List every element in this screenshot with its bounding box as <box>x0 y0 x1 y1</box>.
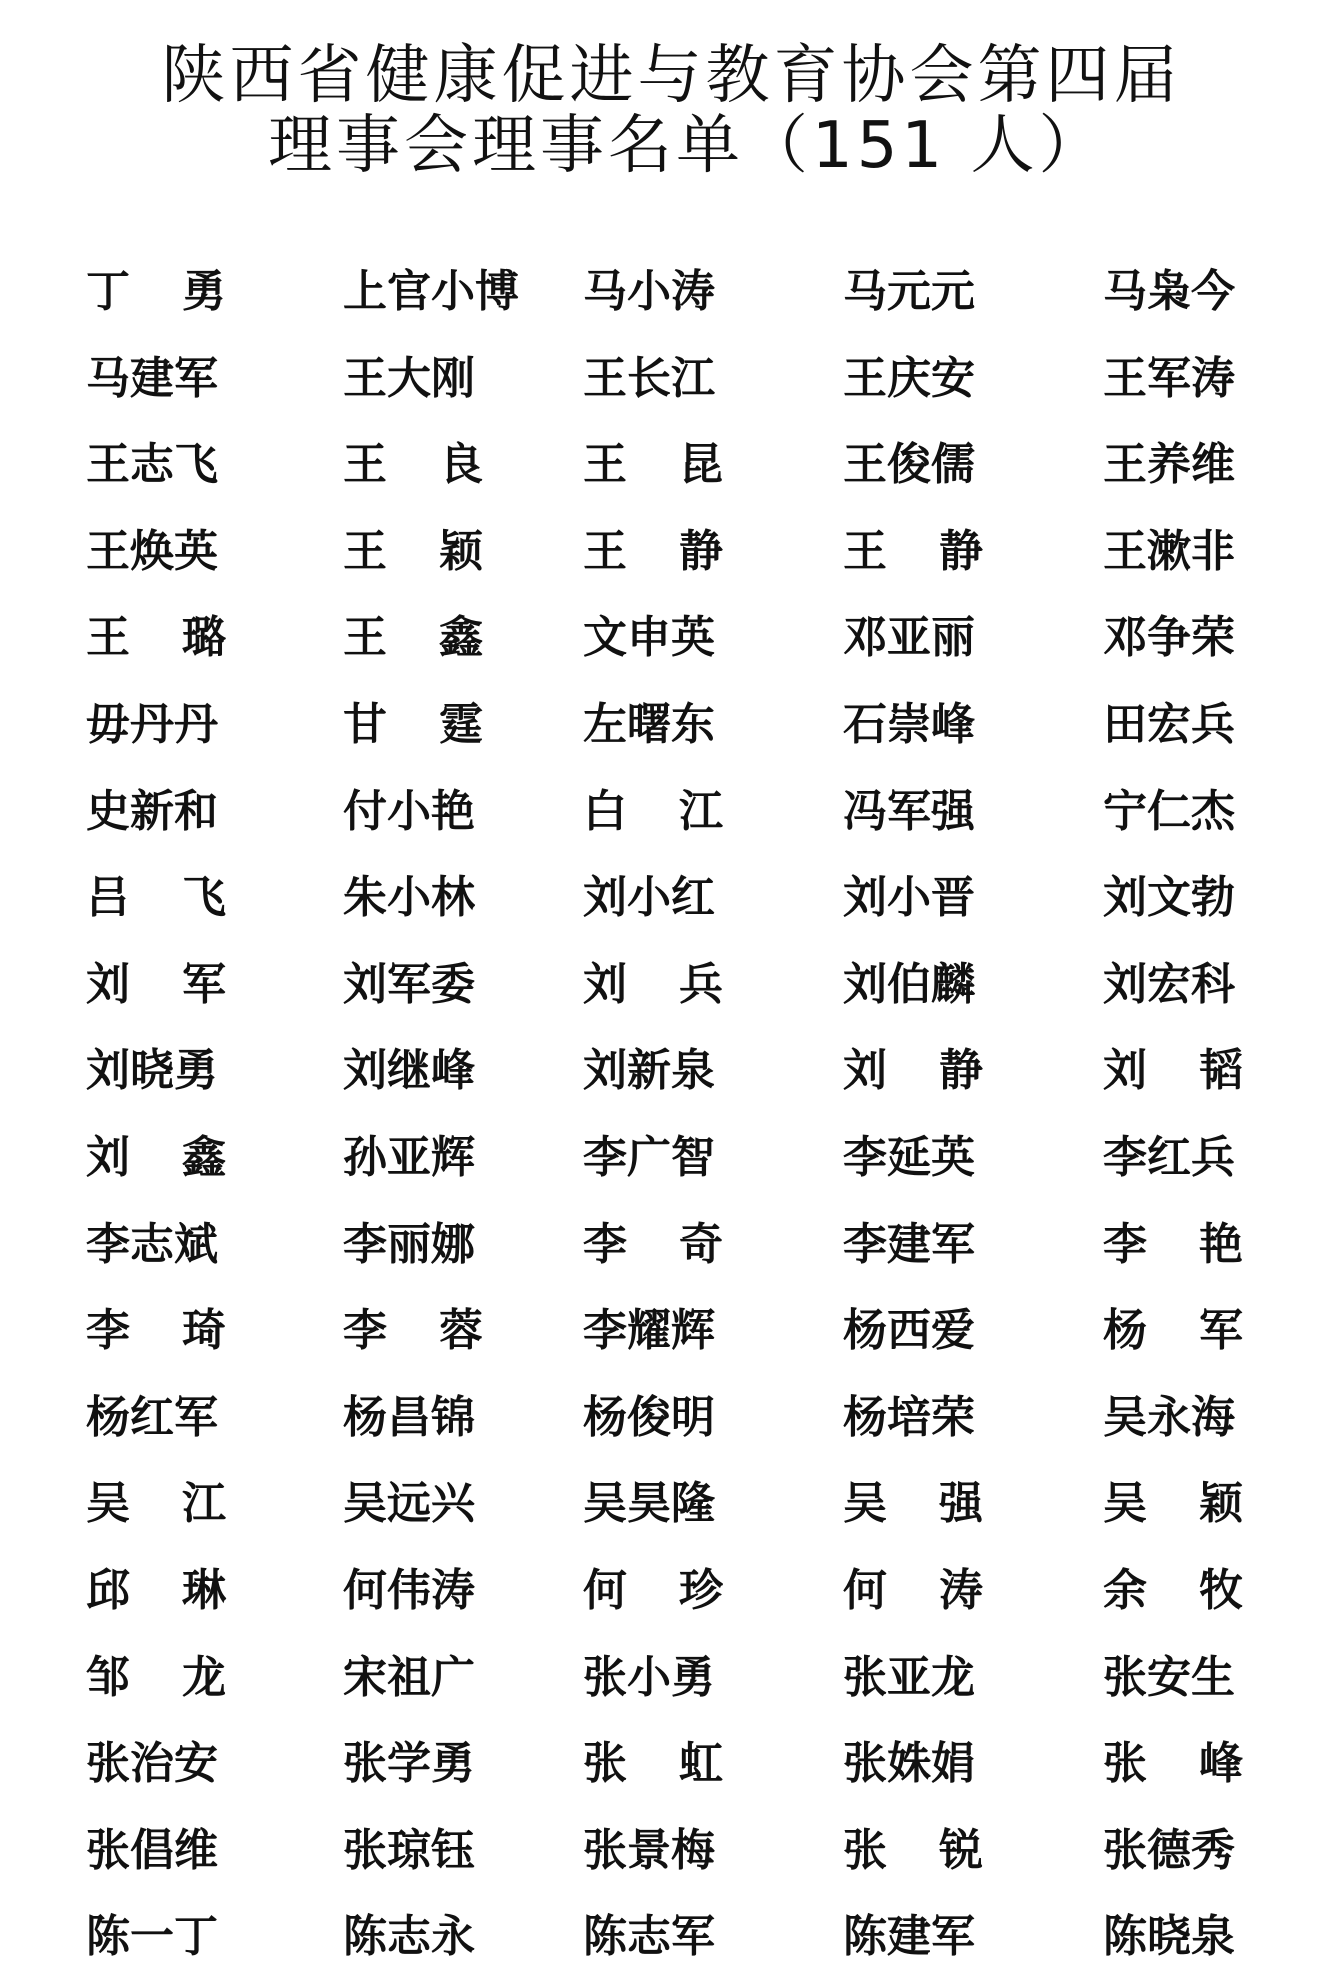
member-name: 刘军委 <box>343 959 475 1010</box>
member-name: 王 昆 <box>583 439 723 490</box>
member-name: 邓亚丽 <box>843 612 975 663</box>
member-name: 刘小红 <box>583 872 715 923</box>
member-name: 田宏兵 <box>1103 699 1235 750</box>
member-name: 何 珍 <box>583 1565 723 1616</box>
member-name: 杨红军 <box>86 1392 218 1443</box>
member-name: 王志飞 <box>86 439 218 490</box>
name-row <box>0 1648 1323 1708</box>
member-name: 王庆安 <box>843 353 975 404</box>
member-name: 李 奇 <box>583 1219 723 1270</box>
member-name: 李丽娜 <box>343 1219 475 1270</box>
member-name: 李志斌 <box>86 1219 218 1270</box>
member-name: 刘 兵 <box>583 959 723 1010</box>
name-row <box>0 782 1323 842</box>
member-name: 陈一丁 <box>86 1911 218 1962</box>
member-name: 陈建军 <box>843 1911 975 1962</box>
name-row <box>0 1301 1323 1361</box>
document-title-line-1: 陕西省健康促进与教育协会第四届 <box>161 39 1182 113</box>
member-name: 张倡维 <box>86 1825 218 1876</box>
name-row <box>0 1474 1323 1534</box>
member-name: 吴昊隆 <box>583 1478 715 1529</box>
document-title-line-2: 理事会理事名单（151 人） <box>268 109 1107 183</box>
member-name: 刘新泉 <box>583 1045 715 1096</box>
member-name: 王大刚 <box>343 353 475 404</box>
member-name: 李 蓉 <box>343 1305 483 1356</box>
member-name: 杨培荣 <box>843 1392 975 1443</box>
member-name: 冯军强 <box>843 786 975 837</box>
member-name: 陈志永 <box>343 1911 475 1962</box>
member-name: 张姝娟 <box>843 1738 975 1789</box>
member-name: 石崇峰 <box>843 699 975 750</box>
name-row <box>0 522 1323 582</box>
name-row <box>0 262 1323 322</box>
name-row <box>0 349 1323 409</box>
member-name: 刘伯麟 <box>843 959 975 1010</box>
name-row <box>0 955 1323 1015</box>
name-row <box>0 1734 1323 1794</box>
name-row <box>0 868 1323 928</box>
member-name: 余 牧 <box>1103 1565 1243 1616</box>
member-name: 刘 军 <box>86 959 226 1010</box>
member-name: 吴远兴 <box>343 1478 475 1529</box>
member-name: 杨俊明 <box>583 1392 715 1443</box>
member-name: 王 良 <box>343 439 483 490</box>
member-name: 刘晓勇 <box>86 1045 218 1096</box>
member-name: 王俊儒 <box>843 439 975 490</box>
member-name: 丁 勇 <box>86 266 226 317</box>
member-name: 吕 飞 <box>86 872 226 923</box>
member-name: 张 锐 <box>843 1825 983 1876</box>
member-name: 张亚龙 <box>843 1652 975 1703</box>
member-name: 宋祖广 <box>343 1652 475 1703</box>
member-name: 张德秀 <box>1103 1825 1235 1876</box>
member-name: 马小涛 <box>583 266 715 317</box>
member-name: 白 江 <box>583 786 723 837</box>
member-name: 王养维 <box>1103 439 1235 490</box>
member-name: 张 峰 <box>1103 1738 1243 1789</box>
member-name: 何 涛 <box>843 1565 983 1616</box>
member-name: 杨西爱 <box>843 1305 975 1356</box>
name-row <box>0 695 1323 755</box>
name-row <box>0 1128 1323 1188</box>
member-name: 张学勇 <box>343 1738 475 1789</box>
member-name: 刘 静 <box>843 1045 983 1096</box>
name-row <box>0 1388 1323 1448</box>
member-name: 刘 鑫 <box>86 1132 226 1183</box>
member-name: 宁仁杰 <box>1103 786 1235 837</box>
member-name: 付小艳 <box>343 786 475 837</box>
member-name: 马枭今 <box>1103 266 1235 317</box>
member-name: 王漱非 <box>1103 526 1235 577</box>
member-name: 杨 军 <box>1103 1305 1243 1356</box>
member-name: 王 璐 <box>86 612 226 663</box>
member-name: 吴 江 <box>86 1478 226 1529</box>
member-name: 刘 韬 <box>1103 1045 1243 1096</box>
member-name: 李 琦 <box>86 1305 226 1356</box>
member-name: 张治安 <box>86 1738 218 1789</box>
member-name: 史新和 <box>86 786 218 837</box>
member-name: 甘 霆 <box>343 699 483 750</box>
member-name: 张小勇 <box>583 1652 715 1703</box>
member-name: 上官小博 <box>343 266 519 317</box>
member-name: 李红兵 <box>1103 1132 1235 1183</box>
member-name: 陈志军 <box>583 1911 715 1962</box>
name-row <box>0 1215 1323 1275</box>
name-row <box>0 1041 1323 1101</box>
member-name: 杨昌锦 <box>343 1392 475 1443</box>
member-name: 毋丹丹 <box>86 699 218 750</box>
member-name: 左曙东 <box>583 699 715 750</box>
name-row <box>0 1907 1323 1967</box>
member-name: 张 虹 <box>583 1738 723 1789</box>
name-row <box>0 435 1323 495</box>
member-name: 刘宏科 <box>1103 959 1235 1010</box>
member-name: 张景梅 <box>583 1825 715 1876</box>
member-name: 李耀辉 <box>583 1305 715 1356</box>
member-name: 何伟涛 <box>343 1565 475 1616</box>
member-name: 李延英 <box>843 1132 975 1183</box>
member-name: 李建军 <box>843 1219 975 1270</box>
member-name: 吴永海 <box>1103 1392 1235 1443</box>
member-name: 王焕英 <box>86 526 218 577</box>
member-name: 王长江 <box>583 353 715 404</box>
member-name: 王 鑫 <box>343 612 483 663</box>
name-row <box>0 1821 1323 1881</box>
member-name: 朱小林 <box>343 872 475 923</box>
name-row <box>0 608 1323 668</box>
member-name: 马建军 <box>86 353 218 404</box>
member-name: 刘继峰 <box>343 1045 475 1096</box>
member-name: 王 颖 <box>343 526 483 577</box>
member-name: 王 静 <box>843 526 983 577</box>
member-name: 孙亚辉 <box>343 1132 475 1183</box>
member-name: 李 艳 <box>1103 1219 1243 1270</box>
member-name: 李广智 <box>583 1132 715 1183</box>
member-name: 张安生 <box>1103 1652 1235 1703</box>
member-name: 刘文勃 <box>1103 872 1235 923</box>
member-name: 刘小晋 <box>843 872 975 923</box>
member-name: 陈晓泉 <box>1103 1911 1235 1962</box>
member-name: 马元元 <box>843 266 975 317</box>
name-row <box>0 1561 1323 1621</box>
member-name: 邹 龙 <box>86 1652 226 1703</box>
member-name: 王 静 <box>583 526 723 577</box>
member-name: 邱 琳 <box>86 1565 226 1616</box>
member-name: 文申英 <box>583 612 715 663</box>
member-name: 吴 颖 <box>1103 1478 1243 1529</box>
member-name: 邓争荣 <box>1103 612 1235 663</box>
member-name: 张琼钰 <box>343 1825 475 1876</box>
member-name: 王军涛 <box>1103 353 1235 404</box>
member-name: 吴 强 <box>843 1478 983 1529</box>
